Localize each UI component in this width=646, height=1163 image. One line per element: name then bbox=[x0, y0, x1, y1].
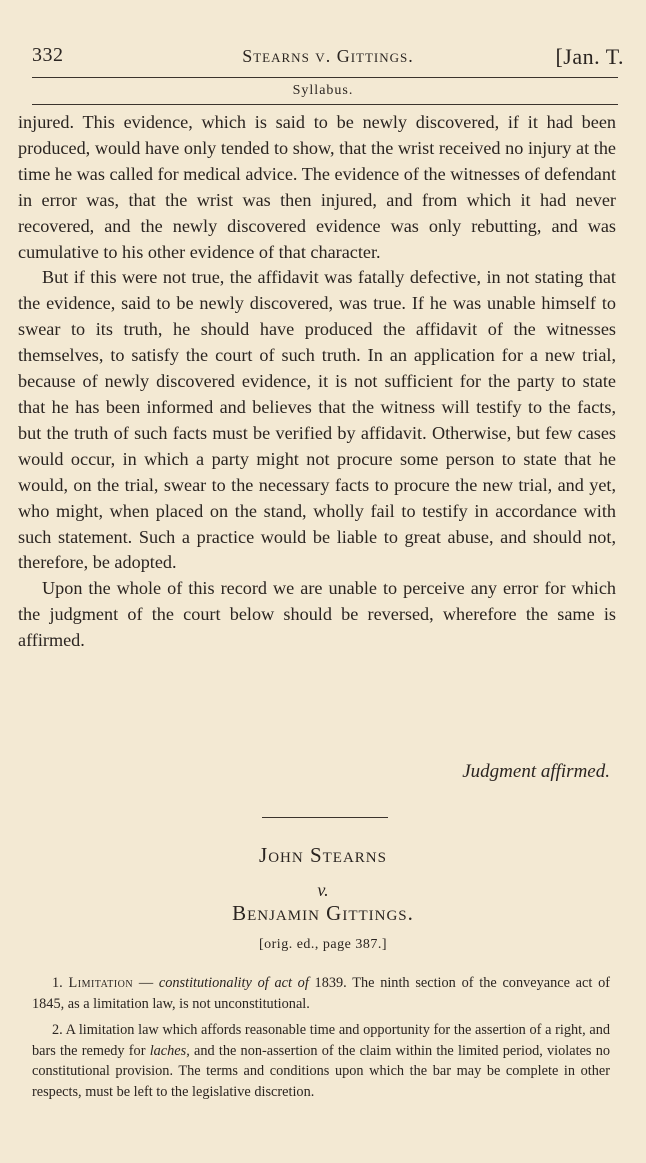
point-text: 1839. The ninth section of the conveyance act of 1845, as a limitation law, is not unconstitutional. bbox=[32, 975, 611, 1012]
point-italic: constitutionality of act of bbox=[158, 975, 309, 991]
point-dash: — bbox=[133, 975, 159, 991]
syllabus-point-2 bbox=[32, 1020, 610, 1102]
party-defendant: Benjamin Gittings. bbox=[232, 901, 414, 925]
original-edition-ref: [orig. ed., page 387.] bbox=[258, 937, 388, 952]
opinion-text bbox=[18, 110, 616, 654]
paragraph-affidavit: But if this were not true, the affidavit was fatally defective, in not stating that the evidence, said to be newly discovered, was true. If he was unable himself to swear to its truth, he should have produced the affidavit of the witnesses themselves, to satisfy the court of such truth. In an application for a new trial, because of newly discovered evidence, it is not sufficient for the party to state that he has been informed and believes that the witness will testify to the facts, but the truth of such facts must be verified by affidavit. Otherwise, but few cases would occur, in which a party might not procure some person to state that he would, on the trial, swear to the necessary facts to procure the new trial, and yet, who might, when placed on the stand, wholly fail to testify in accordance with such statement. Such a practice would be liable to great abuse, and should not, therefore, be adopted. bbox=[18, 267, 616, 573]
paragraph-conclusion: Upon the whole of this record we are unable to perceive any error for which the judgment of the court below should be reversed, wherefore the same is affirmed. bbox=[18, 578, 616, 651]
party-plaintiff: John Stearns bbox=[259, 843, 387, 867]
versus: v. bbox=[317, 880, 329, 900]
point-number: 2. bbox=[52, 1022, 63, 1038]
judgment-line: Judgment affirmed. bbox=[462, 761, 610, 782]
page-number: 332 bbox=[32, 44, 64, 66]
paragraph-continuation: injured. This evidence, which is said to be newly discovered, if it had been produced, would have only tended to show, that the wrist received no injury at the time he was called for medical advice. The evidence of the witnesses of defendant in error was, that the wrist was then injured, and from which it had never recovered, and the newly discovered evidence was only rebutting, and was cumulative to his other evidence of that character. bbox=[18, 112, 616, 262]
case-divider bbox=[262, 817, 388, 818]
syllabus-points bbox=[32, 973, 610, 1108]
term-label: [Jan. T. bbox=[555, 44, 624, 69]
section-rule bbox=[32, 104, 618, 105]
syllabus-point-1 bbox=[32, 973, 610, 1014]
running-case-title: Stearns v. Gittings. bbox=[242, 46, 414, 66]
section-label: Syllabus. bbox=[292, 83, 354, 98]
header-rule bbox=[32, 77, 618, 78]
point-text-cont: and the non-assertion of the claim within the limited period, violates no constitutional provision. The terms and conditions upon which the bar may be complete in other respects, must be left to the legislative discretion. bbox=[32, 1042, 611, 1100]
point-text: A limitation law which affords reasonable time and opportunity for the assertion of a right, and bars the remedy for bbox=[32, 1022, 610, 1059]
point-heading: Limitation bbox=[68, 975, 134, 991]
running-head bbox=[32, 44, 624, 74]
point-italic: laches, bbox=[149, 1042, 190, 1059]
point-number: 1. bbox=[52, 975, 63, 991]
